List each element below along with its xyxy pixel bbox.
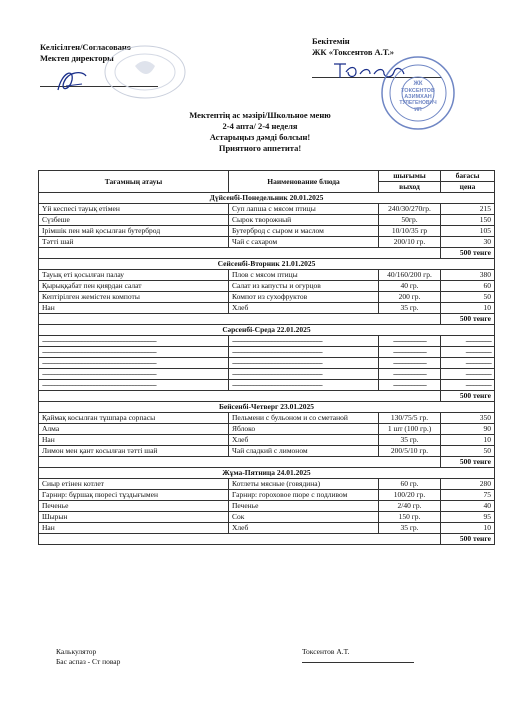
day-header-row: [39, 193, 495, 204]
dish-name-ru: Пельмени с бульоном и со сметаной: [229, 413, 379, 424]
day-total: 500 тенге: [441, 314, 495, 325]
table-row: [39, 237, 495, 248]
dish-name-ru: Бутерброд с сыром и маслом: [229, 226, 379, 237]
director-signature: [52, 62, 92, 98]
dish-portion: 40 гр.: [379, 281, 441, 292]
dish-name-kz: Печенье: [39, 501, 229, 512]
dish-price: 30: [441, 237, 495, 248]
dish-price: -----------------: [441, 358, 495, 369]
table-row: [39, 347, 495, 358]
day-header-row: [39, 468, 495, 479]
day-header-row: [39, 325, 495, 336]
svg-text:ЖК: ЖК: [413, 81, 423, 87]
table-row: [39, 369, 495, 380]
dish-name-ru: Котлеты мясные (говядина): [229, 479, 379, 490]
day-total-row: [39, 391, 495, 402]
table-row: [39, 446, 495, 457]
dish-portion: 35 гр.: [379, 435, 441, 446]
dish-price: 150: [441, 215, 495, 226]
calculator-label: Калькулятор: [56, 647, 97, 656]
day-total-row: [39, 457, 495, 468]
footer-signature-line: [302, 662, 414, 663]
dish-portion: ----------------------: [379, 347, 441, 358]
col-header-price-kz: бағасы: [441, 171, 495, 182]
dish-name-kz: Гарнир: бұршақ пюресі тұздығымен: [39, 490, 229, 501]
day-title: Сәрсенбі-Среда 22.01.2025: [39, 325, 495, 336]
col-header-ru: Наименование блюда: [229, 171, 379, 193]
greeting-kz: Астарыңыз дәмді болсын!: [209, 132, 311, 142]
dish-portion: ----------------------: [379, 358, 441, 369]
table-row: [39, 479, 495, 490]
dish-price: 95: [441, 512, 495, 523]
dish-price: 215: [441, 204, 495, 215]
dish-portion: 35 гр.: [379, 523, 441, 534]
col-header-price-ru: цена: [441, 182, 495, 193]
dish-name-ru: ------------------------------------------------------------: [229, 380, 379, 391]
total-spacer: [39, 391, 441, 402]
dish-portion: 50гр.: [379, 215, 441, 226]
day-total-row: [39, 314, 495, 325]
dish-name-kz: Үй кеспесі тауық етімен: [39, 204, 229, 215]
table-row: [39, 292, 495, 303]
faded-stamp-image: [85, 42, 195, 112]
table-row: [39, 281, 495, 292]
menu-title: Мектептің ас мәзірі/Школьное меню: [189, 110, 331, 120]
menu-title-block: [150, 110, 370, 154]
dish-portion: ----------------------: [379, 380, 441, 391]
dish-portion: 200/5/10 гр.: [379, 446, 441, 457]
dish-name-kz: ----------------------------------------------------------------------------: [39, 380, 229, 391]
col-header-kz: Тағамның атауы: [39, 171, 229, 193]
dish-price: 380: [441, 270, 495, 281]
dish-name-ru: Компот из сухофруктов: [229, 292, 379, 303]
approver-name: ЖК «Токсентов А.Т.»: [312, 47, 394, 57]
total-spacer: [39, 314, 441, 325]
dish-portion: 40/160/200 гр.: [379, 270, 441, 281]
dish-name-kz: ----------------------------------------------------------------------------: [39, 358, 229, 369]
dish-portion: 200 гр.: [379, 292, 441, 303]
dish-name-ru: ------------------------------------------------------------: [229, 347, 379, 358]
dish-name-kz: Алма: [39, 424, 229, 435]
dish-name-ru: Печенье: [229, 501, 379, 512]
dish-price: 90: [441, 424, 495, 435]
dish-name-kz: Нан: [39, 435, 229, 446]
dish-name-kz: Кептірілген жемістен компоты: [39, 292, 229, 303]
dish-price: 350: [441, 413, 495, 424]
dish-name-ru: Сок: [229, 512, 379, 523]
dish-portion: 10/10/35 гр: [379, 226, 441, 237]
dish-price: 105: [441, 226, 495, 237]
dish-portion: 130/75/5 гр.: [379, 413, 441, 424]
dish-name-ru: Хлеб: [229, 303, 379, 314]
dish-name-kz: Тауық еті қосылған палау: [39, 270, 229, 281]
dish-name-ru: Плов с мясом птицы: [229, 270, 379, 281]
day-total: 500 тенге: [441, 248, 495, 259]
agreed-title: Келісілген/Согласовано: [40, 42, 132, 52]
total-spacer: [39, 534, 441, 545]
dish-name-kz: Сиыр етінен котлет: [39, 479, 229, 490]
day-header-row: [39, 402, 495, 413]
dish-name-kz: Шырын: [39, 512, 229, 523]
svg-text:ТОКСЕНТОВ: ТОКСЕНТОВ: [401, 88, 435, 94]
dish-price: 10: [441, 435, 495, 446]
day-total-row: [39, 534, 495, 545]
dish-price: 10: [441, 303, 495, 314]
dish-price: -----------------: [441, 380, 495, 391]
dish-portion: 240/30/270гр.: [379, 204, 441, 215]
table-row: [39, 490, 495, 501]
dish-name-kz: Нан: [39, 523, 229, 534]
company-seal: [380, 55, 456, 131]
dish-price: 50: [441, 446, 495, 457]
dish-name-ru: Чай с сахаром: [229, 237, 379, 248]
dish-price: 280: [441, 479, 495, 490]
total-spacer: [39, 457, 441, 468]
table-row: [39, 501, 495, 512]
col-header-qty-ru: выход: [379, 182, 441, 193]
table-row: [39, 435, 495, 446]
dish-name-ru: Салат из капусты и огурцов: [229, 281, 379, 292]
total-spacer: [39, 248, 441, 259]
table-row: [39, 215, 495, 226]
day-title: Дүйсенбі-Понедельник 20.01.2025: [39, 193, 495, 204]
dish-name-kz: ----------------------------------------------------------------------------: [39, 369, 229, 380]
table-row: [39, 413, 495, 424]
day-total-row: [39, 248, 495, 259]
dish-price: 75: [441, 490, 495, 501]
dish-portion: 35 гр.: [379, 303, 441, 314]
dish-name-ru: Хлеб: [229, 523, 379, 534]
col-header-qty-kz: шығымы: [379, 171, 441, 182]
day-total: 500 тенге: [441, 457, 495, 468]
dish-portion: 150 гр.: [379, 512, 441, 523]
dish-portion: ----------------------: [379, 369, 441, 380]
chef-label: Бас аспаз - Ст повар: [56, 657, 121, 666]
dish-portion: ----------------------: [379, 336, 441, 347]
table-row: [39, 270, 495, 281]
footer-roles: [56, 647, 120, 667]
table-row: [39, 523, 495, 534]
day-title: Бейсенбі-Четверг 23.01.2025: [39, 402, 495, 413]
table-row: [39, 380, 495, 391]
dish-price: 50: [441, 292, 495, 303]
dish-name-ru: ------------------------------------------------------------: [229, 369, 379, 380]
day-title: Жұма-Пятница 24.01.2025: [39, 468, 495, 479]
day-total: 500 тенге: [441, 534, 495, 545]
dish-portion: 200/10 гр.: [379, 237, 441, 248]
director-label: Мектеп директоры: [40, 53, 114, 63]
svg-text:ИП: ИП: [414, 107, 422, 113]
day-header-row: [39, 259, 495, 270]
dish-name-kz: Қаймақ косылған тұшпара сорпасы: [39, 413, 229, 424]
dish-name-ru: Суп лапша с мясом птицы: [229, 204, 379, 215]
dish-portion: 1 шт (100 гр.): [379, 424, 441, 435]
dish-name-ru: Гарнир: гороховое пюре с подливом: [229, 490, 379, 501]
dish-price: 10: [441, 523, 495, 534]
dish-name-kz: Ірімшік пен май қосылған бутерброд: [39, 226, 229, 237]
dish-name-kz: Қырыққабат пен қиярдан салат: [39, 281, 229, 292]
week-label: 2-4 апта/ 2-4 неделя: [222, 121, 298, 131]
table-row: [39, 336, 495, 347]
dish-name-kz: Сүзбеше: [39, 215, 229, 226]
dish-name-kz: Лимон мен қант косылған тәтті шай: [39, 446, 229, 457]
menu-table: [38, 170, 495, 545]
dish-price: 60: [441, 281, 495, 292]
dish-name-kz: Тәтті шай: [39, 237, 229, 248]
approved-title: Бекітемін: [312, 36, 350, 46]
table-row: [39, 512, 495, 523]
dish-name-ru: ------------------------------------------------------------: [229, 358, 379, 369]
dish-price: 40: [441, 501, 495, 512]
dish-price: -----------------: [441, 347, 495, 358]
dish-name-kz: ----------------------------------------------------------------------------: [39, 336, 229, 347]
table-row: [39, 358, 495, 369]
table-header-row-1: [39, 171, 495, 182]
footer-name: Токсентов А.Т.: [302, 647, 350, 656]
dish-name-ru: Сырок творожный: [229, 215, 379, 226]
dish-name-ru: Чай сладкий с лимоном: [229, 446, 379, 457]
greeting-ru: Приятного аппетита!: [218, 143, 302, 153]
dish-name-kz: Нан: [39, 303, 229, 314]
dish-portion: 2/40 гр.: [379, 501, 441, 512]
svg-text:АЗИМХАН: АЗИМХАН: [404, 94, 432, 100]
dish-name-ru: Хлеб: [229, 435, 379, 446]
table-row: [39, 204, 495, 215]
dish-name-ru: Яблоко: [229, 424, 379, 435]
table-row: [39, 226, 495, 237]
table-row: [39, 424, 495, 435]
dish-name-kz: ----------------------------------------------------------------------------: [39, 347, 229, 358]
table-row: [39, 303, 495, 314]
dish-price: -----------------: [441, 369, 495, 380]
svg-text:ТУЛЕГЕНОВИЧ: ТУЛЕГЕНОВИЧ: [399, 100, 437, 106]
dish-price: -----------------: [441, 336, 495, 347]
dish-portion: 100/20 гр.: [379, 490, 441, 501]
day-total: 500 тенге: [441, 391, 495, 402]
dish-name-ru: ------------------------------------------------------------: [229, 336, 379, 347]
dish-portion: 60 гр.: [379, 479, 441, 490]
day-title: Сейсенбі-Вторник 21.01.2025: [39, 259, 495, 270]
